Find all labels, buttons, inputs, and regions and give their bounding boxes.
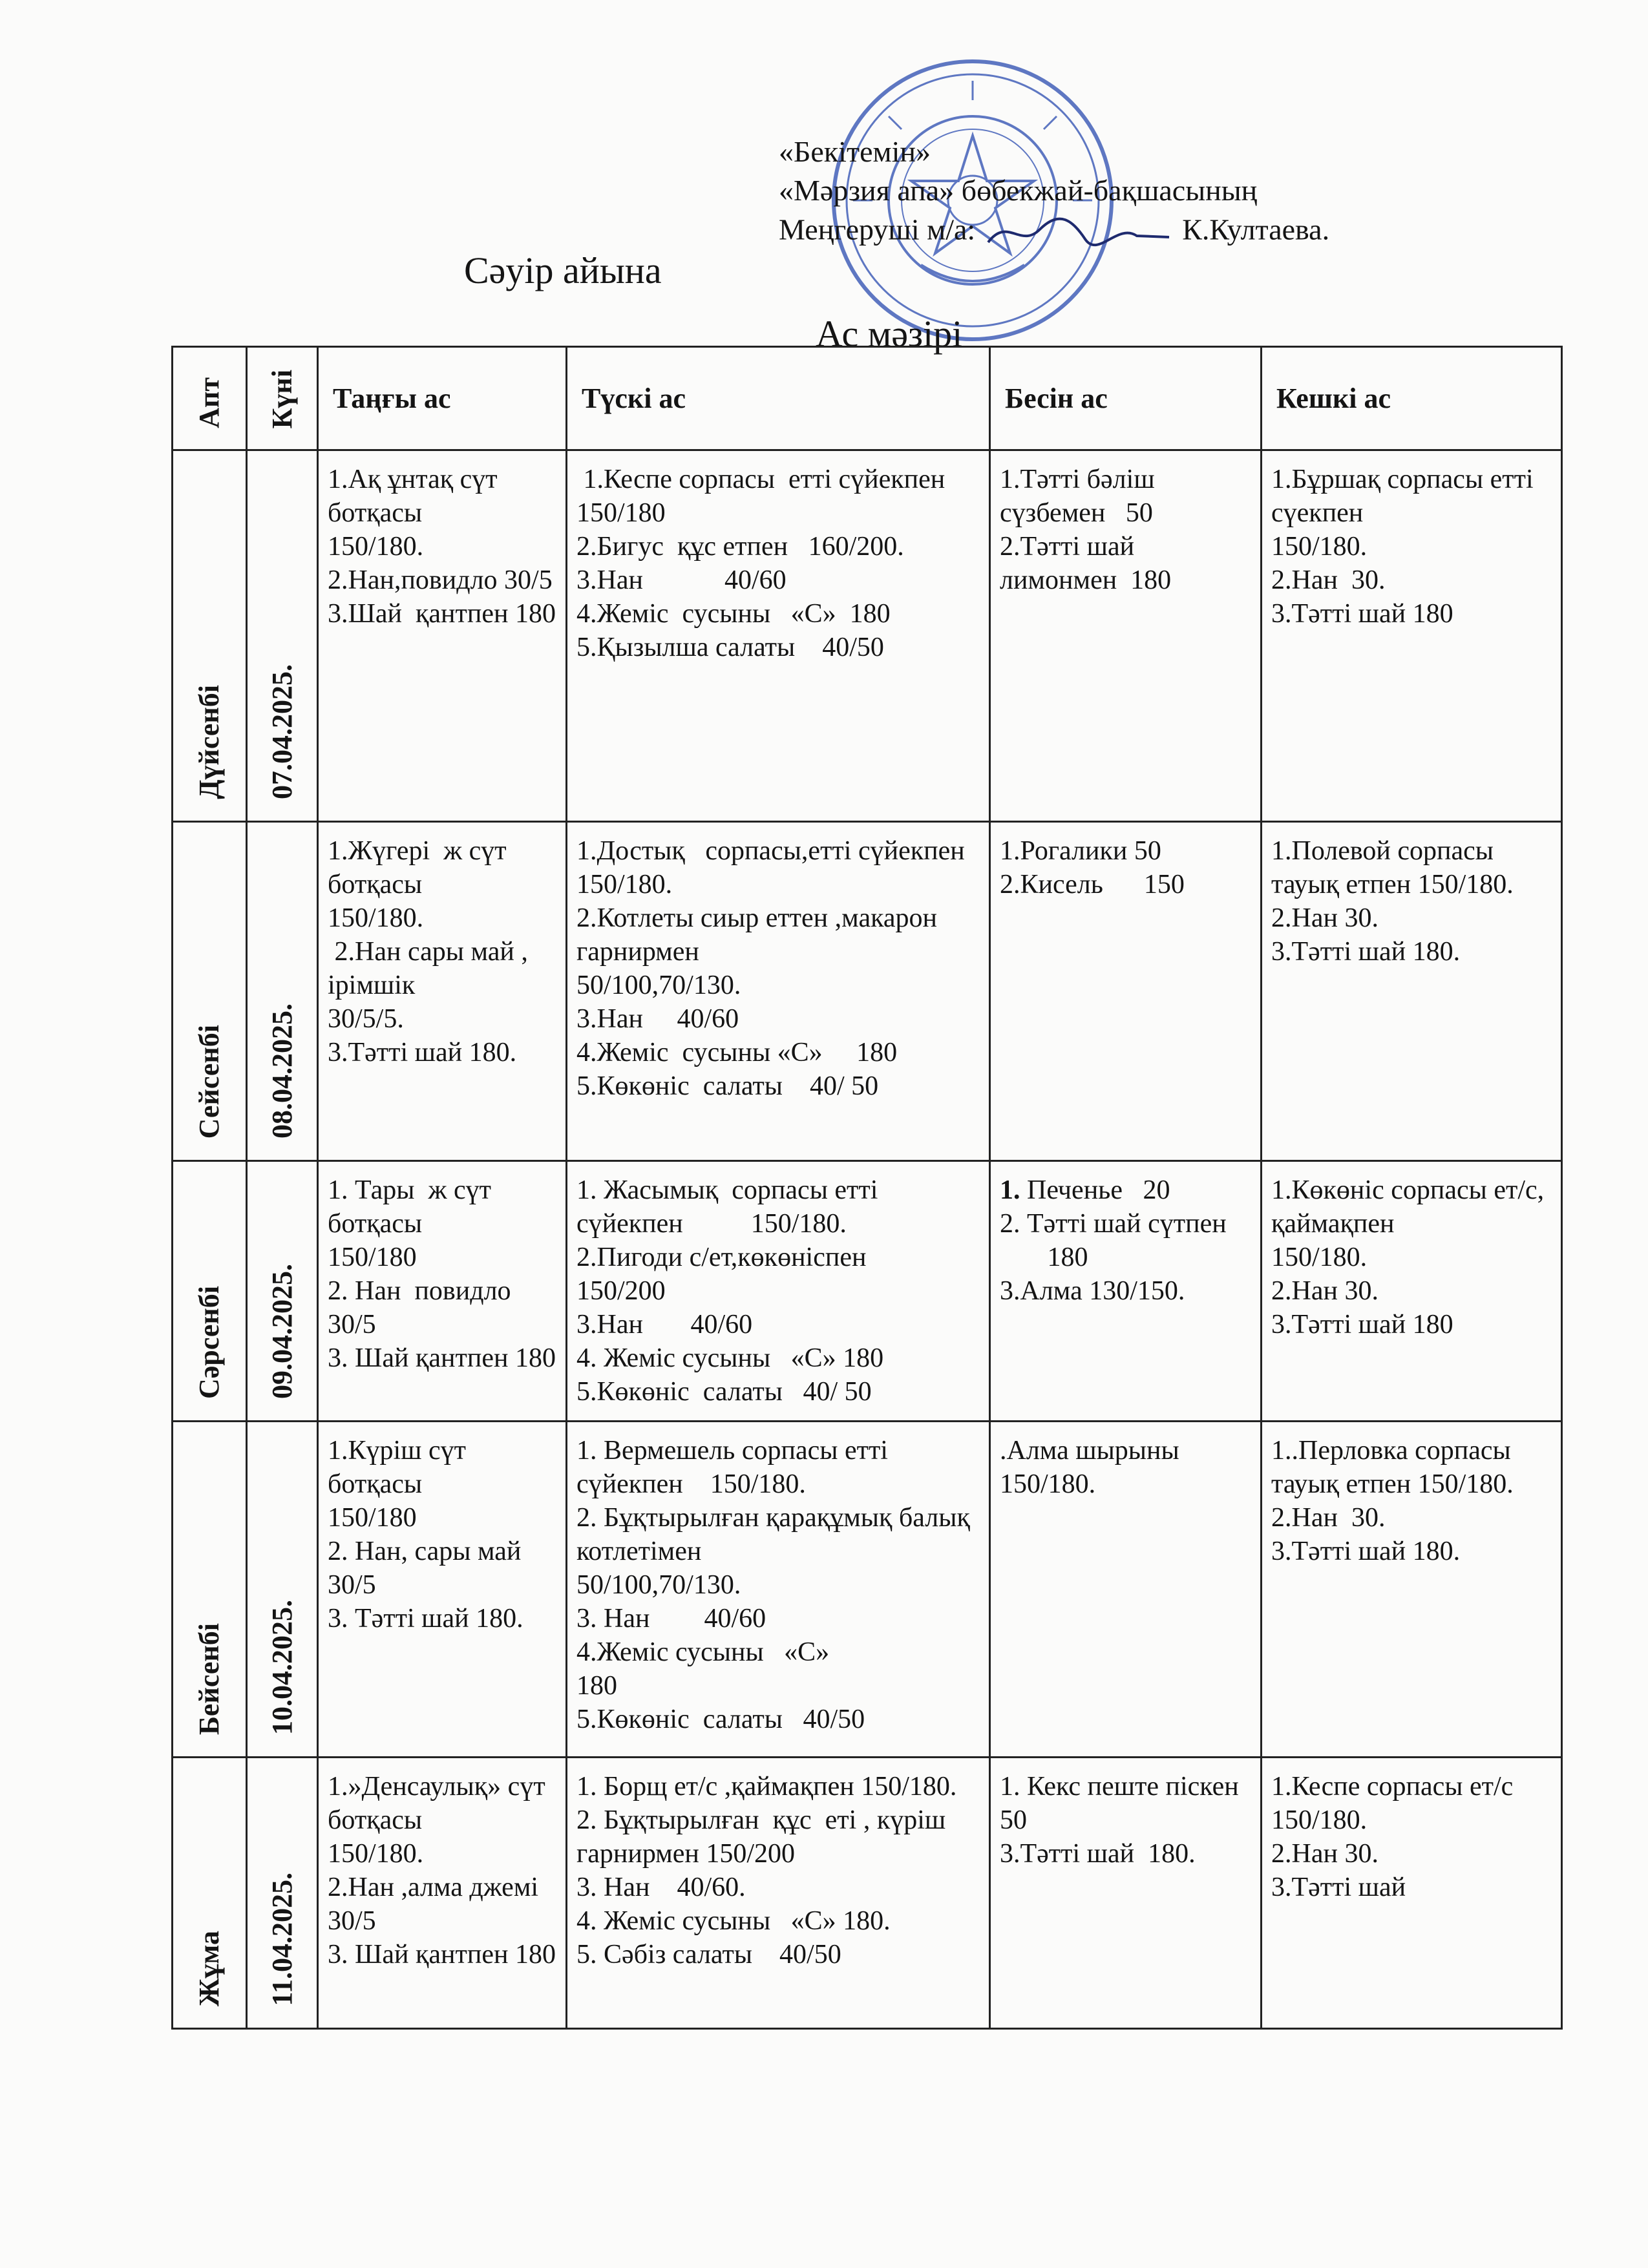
approval-block — [779, 132, 1554, 255]
menu-row-wednesday — [173, 1161, 1562, 1422]
row-day: Жұма — [173, 1758, 247, 2029]
row-breakfast: 1.Ақ ұнтақ сүт ботқасы 150/180. 2.Нан,повидло 30/5 3.Шай қантпен 180 — [318, 450, 567, 822]
header-dinner: Кешкі ас — [1262, 347, 1562, 450]
approval-position: Меңгеруші м/а: — [779, 213, 976, 246]
approval-line-1: «Бекітемін» — [779, 135, 931, 168]
row-day: Дүйсенбі — [173, 450, 247, 822]
menu-row-tuesday — [173, 822, 1562, 1161]
row-dinner: 1..Перловка сорпасы тауық етпен 150/180. 2.Нан 30. 3.Тәтті шай 180. — [1262, 1422, 1562, 1758]
menu-row-monday — [173, 450, 1562, 822]
approval-line-3 — [779, 210, 1554, 255]
menu-row-thursday — [173, 1422, 1562, 1758]
row-lunch: 1. Вермешель сорпасы етті сүйекпен 150/180. 2. Бұқтырылған қарақұмық балық котлетімен 50/100,70/130. 3. Нан 40/60 4.Жеміс сусыны «С» 180 5.Көкөніс салаты 40/50 — [567, 1422, 990, 1758]
row-date: 07.04.2025. — [247, 450, 318, 822]
row-lunch: 1. Жасымық сорпасы етті сүйекпен 150/180. 2.Пигоди с/ет,көкөніспен 150/200 3.Нан 40/60 4. Жеміс сусыны «С» 180 5.Көкөніс салаты 40/ 50 — [567, 1161, 990, 1422]
month-title: Сәуір айына — [464, 249, 662, 291]
approval-name: К.Култаева. — [1182, 213, 1330, 246]
menu-title: Ас мәзірі — [816, 313, 963, 355]
row-dinner: 1.Полевой сорпасы тауық етпен 150/180. 2.Нан 30. 3.Тәтті шай 180. — [1262, 822, 1562, 1161]
header-snack: Бесін ас — [990, 347, 1262, 450]
header-lunch: Түскі ас — [567, 347, 990, 450]
row-dinner: 1.Бұршақ сорпасы етті сүекпен 150/180. 2.Нан 30. 3.Тәтті шай 180 — [1262, 450, 1562, 822]
row-snack — [990, 1161, 1262, 1422]
row-day: Бейсенбі — [173, 1422, 247, 1758]
row-breakfast: 1.»Денсаулық» сүт ботқасы 150/180. 2.Нан ,алма джемі 30/5 3. Шай қантпен 180 — [318, 1758, 567, 2029]
snack-items: Печенье 20 2. Тәтті шай сүтпен 180 3.Алма 130/150. — [1000, 1175, 1227, 1306]
menu-table — [171, 346, 1563, 2030]
header-breakfast: Таңғы ас — [318, 347, 567, 450]
header-date: Күні — [247, 347, 318, 450]
header-day: Апт — [173, 347, 247, 450]
row-lunch: 1. Борщ ет/с ,қаймақпен 150/180. 2. Бұқтырылған құс еті , күріш гарнирмен 150/200 3. Нан 40/60. 4. Жеміс сусыны «С» 180. 5. Сәбіз салаты 40/50 — [567, 1758, 990, 2029]
menu-row-friday — [173, 1758, 1562, 2029]
header-row — [173, 347, 1562, 450]
row-breakfast: 1. Тары ж сүт ботқасы 150/180 2. Нан повидло 30/5 3. Шай қантпен 180 — [318, 1161, 567, 1422]
row-date: 11.04.2025. — [247, 1758, 318, 2029]
row-dinner: 1.Кеспе сорпасы ет/с 150/180. 2.Нан 30. 3.Тәтті шай — [1262, 1758, 1562, 2029]
row-snack: 1.Рогалики 50 2.Кисель 150 — [990, 822, 1262, 1161]
row-snack: .Алма шырыны 150/180. — [990, 1422, 1262, 1758]
snack-item-number: 1. — [1000, 1175, 1020, 1205]
row-date: 10.04.2025. — [247, 1422, 318, 1758]
row-lunch: 1.Кеспе сорпасы етті сүйекпен 150/180 2.Бигус құс етпен 160/200. 3.Нан 40/60 4.Жеміс сусыны «С» 180 5.Қызылша салаты 40/50 — [567, 450, 990, 822]
row-breakfast: 1.Жүгері ж сүт ботқасы 150/180. 2.Нан сары май , ірімшік 30/5/5. 3.Тәтті шай 180. — [318, 822, 567, 1161]
row-day: Сейсенбі — [173, 822, 247, 1161]
row-snack: 1. Кекс пеште піскен 50 3.Тәтті шай 180. — [990, 1758, 1262, 2029]
signature-image — [982, 210, 1176, 255]
row-day: Сәрсенбі — [173, 1161, 247, 1422]
row-breakfast: 1.Күріш сүт ботқасы 150/180 2. Нан, сары май 30/5 3. Тәтті шай 180. — [318, 1422, 567, 1758]
row-dinner: 1.Көкөніс сорпасы ет/с, қаймақпен 150/180. 2.Нан 30. 3.Тәтті шай 180 — [1262, 1161, 1562, 1422]
row-lunch: 1.Достық сорпасы,етті сүйекпен 150/180. 2.Котлеты сиыр еттен ,макарон гарнирмен 50/100,70/130. 3.Нан 40/60 4.Жеміс сусыны «С» 180 5.Көкөніс салаты 40/ 50 — [567, 822, 990, 1161]
row-date: 09.04.2025. — [247, 1161, 318, 1422]
row-snack: 1.Тәтті бәліш сүзбемен 50 2.Тәтті шай лимонмен 180 — [990, 450, 1262, 822]
approval-line-2: «Мәрзия апа» бөбекжай-бақшасының — [779, 174, 1258, 207]
row-date: 08.04.2025. — [247, 822, 318, 1161]
